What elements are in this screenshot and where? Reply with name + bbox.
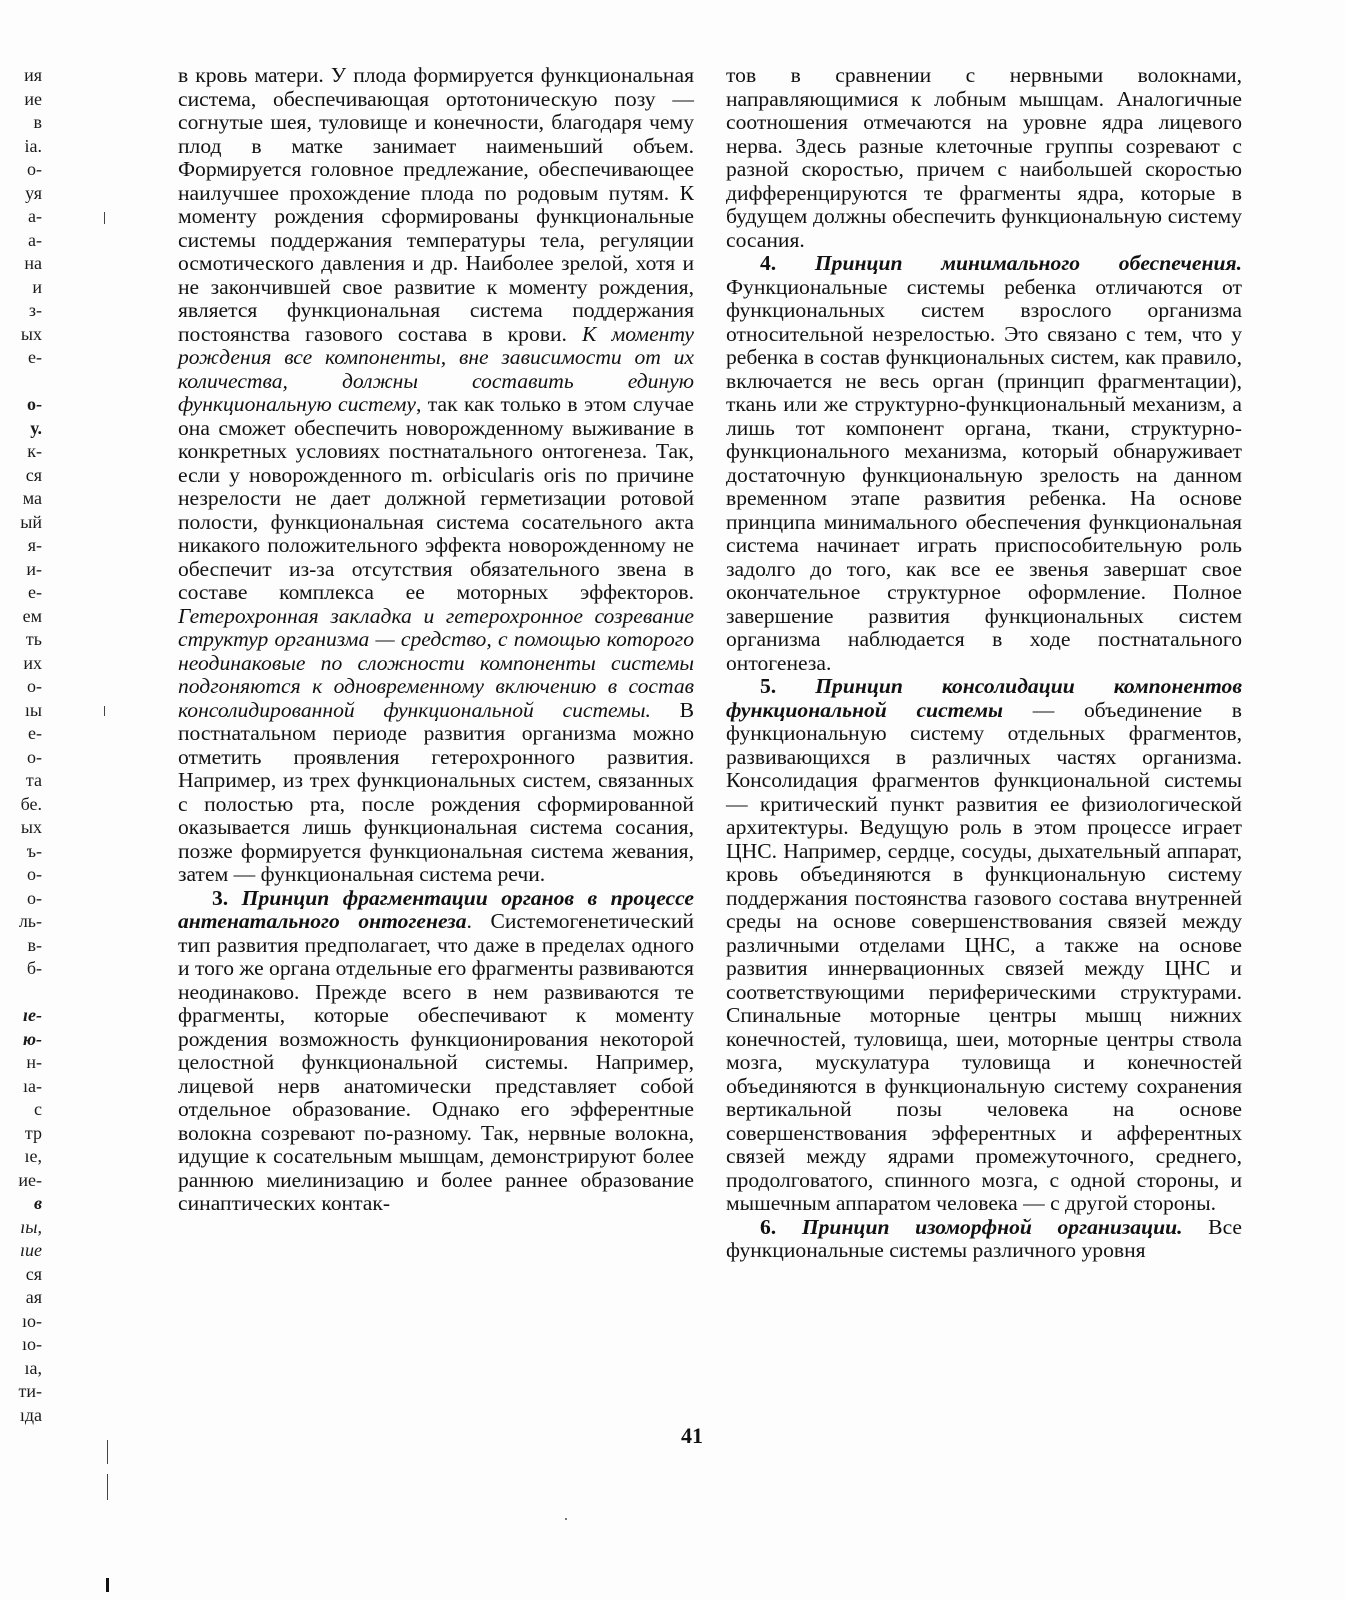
- principle-number: 3.: [212, 885, 242, 910]
- principle-number: 6.: [760, 1214, 802, 1239]
- margin-fragment: с: [34, 1099, 42, 1119]
- scan-mark: [107, 1474, 108, 1500]
- margin-fragment: ма: [22, 488, 42, 508]
- adjacent-page-fragments: [0, 64, 42, 1427]
- margin-fragment: ем: [22, 605, 42, 626]
- margin-fragment: а-: [28, 229, 42, 250]
- scan-mark: [107, 1440, 108, 1464]
- margin-fragment: ая: [25, 1287, 42, 1307]
- margin-fragment: ıы,: [20, 1216, 42, 1237]
- text-run: , так как только в этом случае она сможет обеспечить новорожденному выживание в конкретных условиях постнатального онтогенеза. Так, если у новорожденного m. orbicularis oris по причине незрелости не дает должной герметизации ротовой полости, функциональная система сосательного акта никакого положительного эффекта новорожденному не обеспечит из-за отсутствия обязательного звена в составе комплекса ее моторных эффекторов.: [178, 392, 695, 604]
- margin-fragment: ıа-: [23, 1075, 42, 1096]
- text-run: Функциональные системы ребенка отличаются от функциональных систем взрослого организма относительной незрелостью. Это связано с тем, что у ребенка в состав функциональных систем, как правило, включается не весь орган (принцип фрагментации), ткань или же структурно-функциональный механизм, а лишь тот компонент органа, ткани, структурно-функционального механизма, который обнаруживает достаточную функциональную зрелость на данном временном этапе развития ребенка. На основе принципа минимального обеспечения функциональная система начинает играть приспособительную роль задолго до того, как все ее звенья завершат свое окончательное структурное оформление. Полное завершение развития функциональных систем организма наблюдается в ходе постнатального онтогенеза.: [726, 274, 1242, 675]
- margin-fragment: у.: [30, 417, 42, 438]
- paragraph-principle-6: [726, 1216, 1242, 1263]
- principle-number: 5.: [760, 674, 816, 698]
- margin-fragment: е-: [28, 723, 42, 743]
- paragraph-principle-3: [178, 887, 694, 1216]
- margin-fragment: в-: [27, 934, 42, 955]
- margin-fragment: уя: [25, 182, 42, 203]
- paragraph-prenatal-systems: [178, 64, 694, 887]
- italic-text-run: К моменту рождения все компоненты, вне зависимости от их количества, должны составить единую функциональную систему: [178, 321, 695, 416]
- margin-fragment: ие-: [18, 1169, 42, 1190]
- margin-fragment: а-: [28, 206, 42, 226]
- margin-fragment: на: [24, 253, 42, 273]
- margin-fragment: о-: [27, 746, 42, 767]
- scan-mark: [104, 706, 105, 716]
- margin-fragment: ия: [24, 65, 42, 85]
- principle-heading: Принцип изоморфной организации.: [801, 1214, 1183, 1239]
- margin-fragment: ıо-: [22, 1310, 42, 1331]
- margin-fragment: б-: [26, 958, 42, 978]
- margin-fragment: ль-: [18, 911, 42, 931]
- margin-fragment: ся: [25, 464, 42, 485]
- margin-fragment: е-: [28, 347, 42, 367]
- paragraph-principle-4: [726, 252, 1242, 675]
- text-run: в кровь матери. У плода формируется функциональная система, обеспечивающая ортотоническую позу — согнутые шея, туловище и конечности, благодаря чему плод в матке занимает наименьший объем. Формируется головное предлежание, обеспечивающее наилучшее прохождение плода по родовым путям. К моменту рождения сформированы функциональные системы поддержания температуры тела, регуляции осмотического давления и др. Наиболее зрелой, хотя и не закончившей свое развитие к моменту рождения, является функциональная система поддержания постоянства газового состава в крови.: [178, 63, 694, 346]
- margin-fragment: о-: [27, 676, 42, 696]
- margin-fragment: я-: [27, 535, 42, 555]
- margin-fragment: ых: [20, 817, 42, 837]
- margin-fragment: о-: [27, 159, 42, 179]
- margin-fragment: о-: [27, 887, 42, 908]
- margin-fragment: ти-: [18, 1381, 42, 1401]
- margin-fragment: з-: [28, 300, 42, 320]
- principle-heading: Принцип консолидации компонентов функциональной системы: [726, 674, 1242, 722]
- italic-text-run: Гетерохронная закладка и гетерохронное созревание структур организма — средство, с помощью которого неодинаковые по сложности компоненты системы подгоняются к одновременному включению в состав консолидированной функциональной системы.: [178, 603, 694, 722]
- margin-fragment: в: [33, 1193, 42, 1213]
- margin-fragment: ие: [24, 88, 42, 109]
- margin-fragment: бе.: [20, 793, 42, 814]
- scan-mark: [104, 212, 105, 224]
- margin-fragment: ıы: [24, 699, 42, 720]
- margin-fragment: ых: [20, 323, 42, 344]
- text-run: . Системогенетический тип развития предполагает, что даже в пределах одного и того же органа отдельные его фрагменты развиваются неодинаково. Прежде всего в нем развиваются те фрагменты, которые обеспечивают к моменту рождения возможность функционирования некоторой целостной функциональной системы. Например, лицевой нерв анатомически представляет собой отдельное образование. Однако его эфферентные волокна созревают по-разному. Так, нервные волокна, идущие к сосательным мышцам, демонстрируют более раннюю миелинизацию и более раннее образование синаптических контак-: [178, 909, 694, 1215]
- margin-fragment: и: [32, 276, 42, 297]
- margin-fragment: ıие: [20, 1240, 42, 1260]
- text-run: — объединение в функциональную систему отдельных фрагментов, развивающихся в различных частях организма. Консолидация фрагментов функциональной системы — критический пункт развития ее физиологической архитектуры. Ведущую роль в этом процессе играет ЦНС. Например, сердце, сосуды, дыхательный аппарат, кровь объединяются в функциональную систему поддержания постоянства газового состава внутренней среды на основе совершенствования связей между различными отделами ЦНС, а также на основе развития иннервационных связей между ЦНС и соответствующими периферическими структурами. Спинальные моторные центры мышц нижних конечностей, туловища, шеи, моторные центры ствола мозга, мускулатура туловища и конечностей объединяются в функциональную систему сохранения вертикальной позы человека на основе совершенствования эфферентных и афферентных связей между ядрами промежуточного, среднего, продолговатого, спинного мозга, с одной стороны, и мышечным аппаратом человека — с другой стороны.: [726, 697, 1242, 1215]
- margin-fragment: в: [33, 112, 42, 132]
- principle-heading: Принцип минимального обеспечения.: [814, 251, 1242, 275]
- margin-fragment: ъ-: [26, 840, 42, 861]
- margin-fragment: ю-: [22, 1028, 42, 1049]
- margin-fragment: ıда: [19, 1404, 42, 1425]
- margin-fragment: ia.: [24, 135, 42, 156]
- margin-fragment: ый: [20, 511, 42, 532]
- scan-mark: [106, 1578, 109, 1592]
- margin-fragment: к-: [27, 441, 42, 461]
- margin-fragment: н-: [26, 1052, 42, 1072]
- margin-fragment: о-: [27, 864, 42, 884]
- margin-fragment: ıе-: [23, 1005, 42, 1025]
- paragraph-continuation: [726, 64, 1242, 252]
- text-run: тов в сравнении с нервными волокнами, направляющимися к лобным мышцам. Аналогичные соотношения отмечаются на уровне ядра лицевого нерва. Здесь разные клеточные группы созревают с разной скоростью, причем с наибольшей скоростью дифференцируются те фрагменты ядра, которые в будущем должны обеспечить функциональную систему сосания.: [726, 63, 1242, 252]
- margin-fragment: их: [23, 652, 42, 673]
- margin-fragment: о-: [27, 394, 42, 414]
- margin-fragment: ıа,: [24, 1357, 42, 1378]
- principle-number: 4.: [760, 251, 815, 275]
- margin-fragment: тр: [24, 1122, 42, 1143]
- left-text-column: [178, 64, 694, 1216]
- margin-fragment: ся: [25, 1263, 42, 1284]
- margin-fragment: ıе,: [24, 1146, 42, 1166]
- principle-heading: Принцип фрагментации органов в процессе антенатального онтогенеза: [178, 885, 695, 933]
- page-number: 41: [681, 1423, 703, 1448]
- margin-fragment: е-: [28, 582, 42, 602]
- text-run: В постнатальном периоде развития организма можно отметить проявления гетерохронного развития. Например, из трех функциональных систем, связанных с полостью рта, после рождения сформированной оказывается лишь функциональная система сосания, позже формируется функциональная система жевания, затем — функциональная система речи.: [178, 697, 694, 886]
- margin-fragment: та: [25, 770, 42, 790]
- text-run: Все функциональные системы различного уровня: [726, 1214, 1243, 1262]
- paragraph-principle-5: [726, 675, 1242, 1216]
- margin-fragment: и-: [26, 558, 42, 579]
- margin-fragment: ть: [25, 629, 42, 649]
- margin-fragment: ıо-: [22, 1334, 42, 1354]
- right-text-column: [726, 64, 1242, 1263]
- scan-mark: [565, 1518, 567, 1520]
